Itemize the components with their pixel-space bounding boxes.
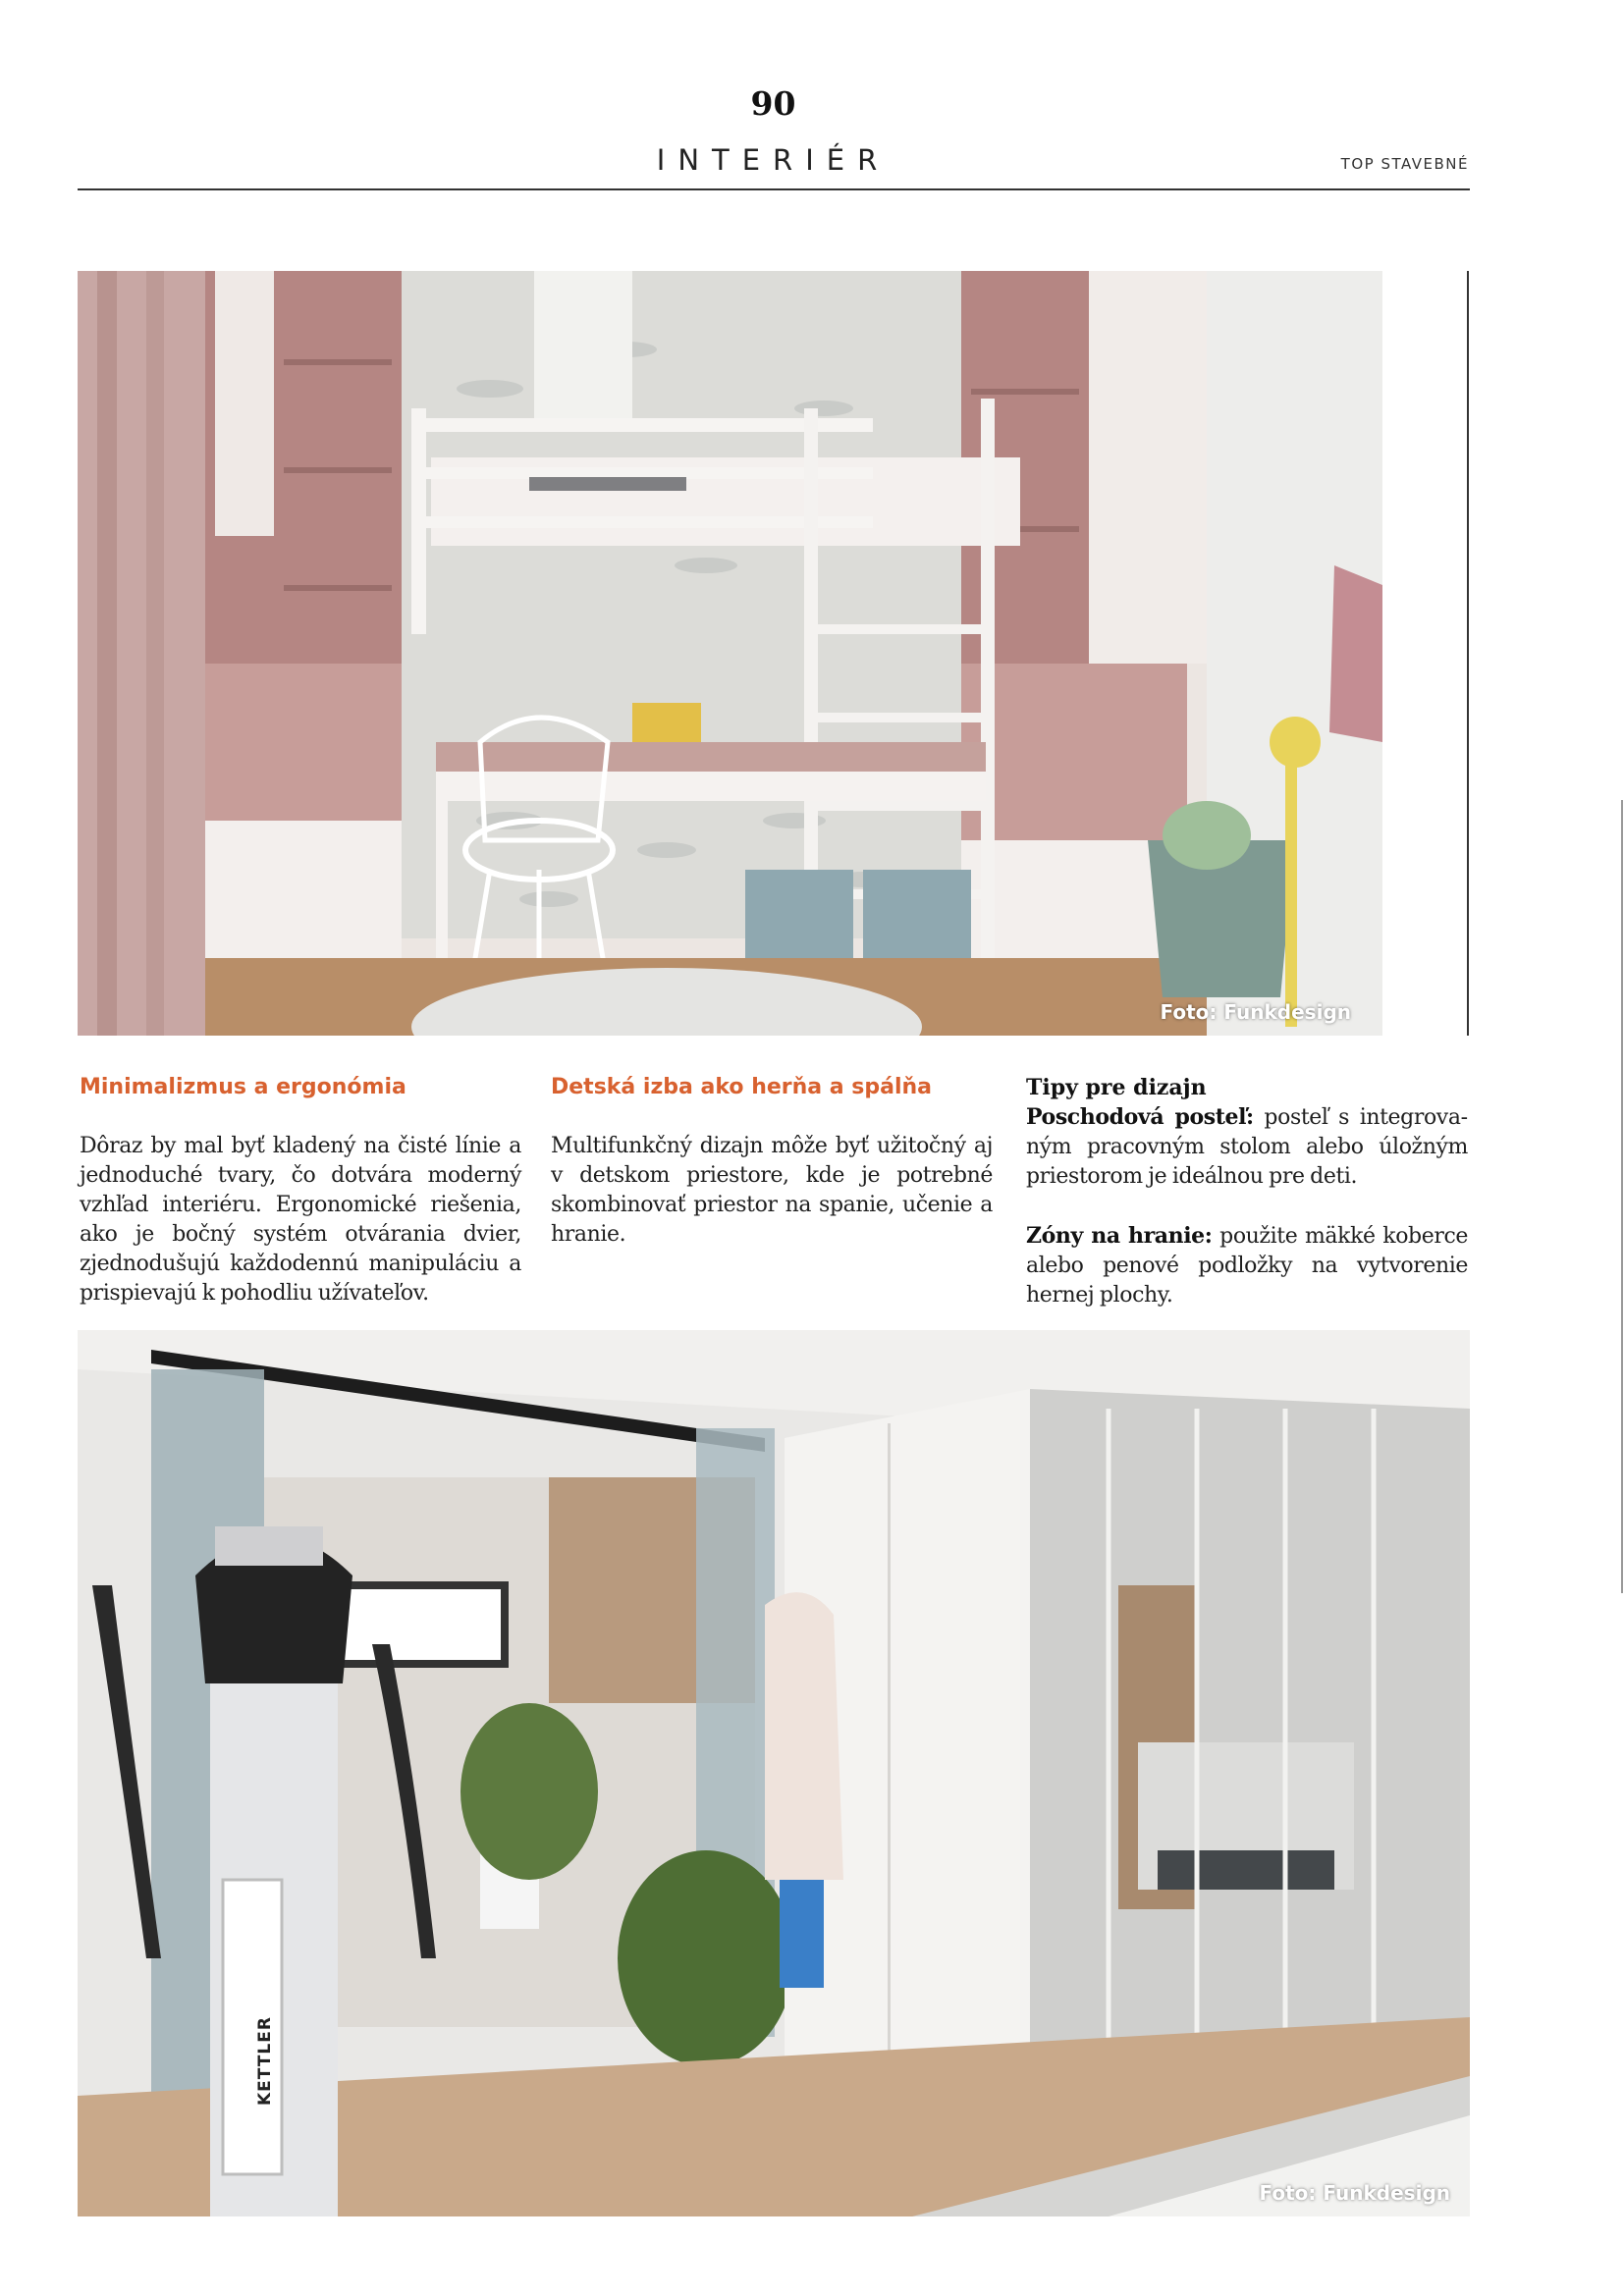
column-heading: Detská izba ako herňa a spálňa xyxy=(551,1075,933,1099)
kids-room-photo xyxy=(78,271,1382,1036)
bedroom-wardrobe-photo xyxy=(78,1330,1470,2216)
bedroom-illustration xyxy=(78,1330,1470,2216)
column-kids-room xyxy=(551,1073,993,1250)
kids-room-illustration xyxy=(78,271,1382,1036)
header-divider xyxy=(78,188,1470,190)
column-text: Multifunkčný dizajn môže byť užitočný aj v detskom priestore, kde je potrebné skombinovať priestor na spanie, učenie a hranie. xyxy=(551,1134,993,1247)
column-minimalism xyxy=(80,1073,521,1308)
exercise-machine-brand: KETTLER xyxy=(255,2016,275,2106)
photo-credit: Foto: Funkdesign xyxy=(1259,2181,1450,2205)
tip-term: Poschodová posteľ: xyxy=(1026,1104,1254,1130)
tip-term: Zóny na hranie: xyxy=(1026,1223,1213,1249)
column-text: Dôraz by mal byť kladený na čisté línie a jednoduché tvary, čo dotvára moderný vzhľad interiéru. Ergonomické riešenia, ako je bočný systém otvárania dvier, zjednodušujú každodennú manipuláciu a prispievajú k pohodliu užívateľov. xyxy=(80,1134,521,1306)
photo-credit: Foto: Funkdesign xyxy=(1160,1000,1351,1024)
page-edge-line xyxy=(1621,800,1623,1593)
tip-item xyxy=(1026,1102,1468,1192)
tip-text: použite mäkké koberce alebo penové podložky na vytvorenie hernej plochy. xyxy=(1026,1224,1468,1308)
section-title: INTERIÉR xyxy=(656,143,891,177)
tip-text: posteľ s integrovaným pracovným stolom alebo úložným priestorom je ideálnou pre deti. xyxy=(1026,1105,1468,1189)
column-design-tips xyxy=(1026,1073,1468,1310)
column-heading: Minimalizmus a ergonómia xyxy=(80,1075,406,1099)
magazine-name: TOP STAVEBNÉ xyxy=(1340,155,1469,173)
side-divider xyxy=(1467,271,1469,1036)
tip-item xyxy=(1026,1221,1468,1310)
tips-title: Tipy pre dizajn xyxy=(1026,1075,1207,1100)
page-number: 90 xyxy=(750,84,796,123)
